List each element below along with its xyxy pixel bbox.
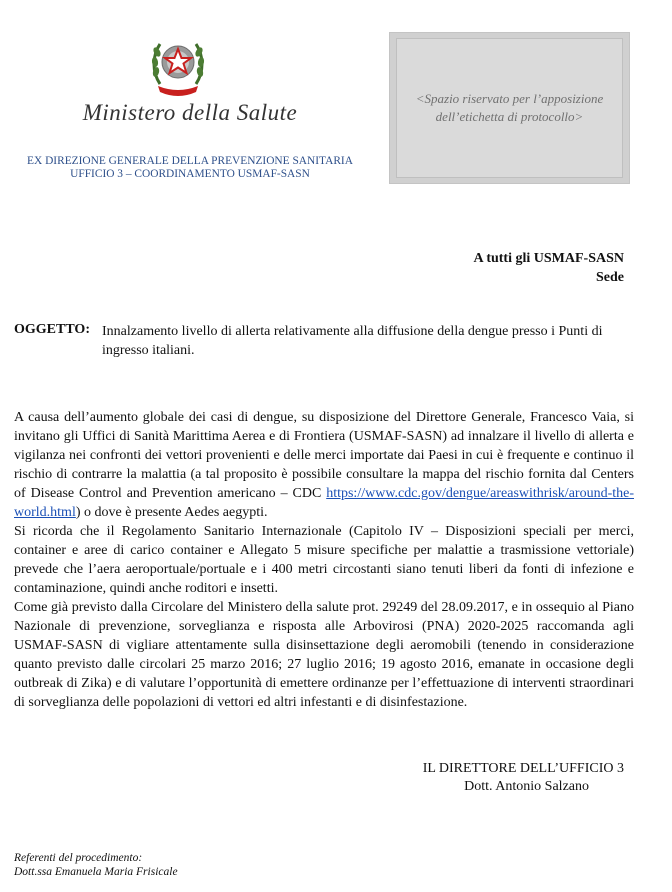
signature-title: IL DIRETTORE DELL’UFFICIO 3 [422, 761, 624, 776]
recipient-line-2: Sede [596, 270, 624, 285]
protocol-placeholder-text: <Spazio riservato per l’apposizione dell’etichetta di protocollo> [415, 91, 604, 124]
body-paragraph-1-end: ) o dove è presente Aedes aegypti. [75, 505, 268, 520]
ministry-name: Ministero della Salute [82, 100, 298, 125]
letter-body [14, 408, 634, 712]
signature-name: Dott. Antonio Salzano [464, 779, 589, 794]
cdc-dengue-map-link[interactable]: https://www.cdc.gov/dengue/areaswithrisk/around-the-world.html [14, 486, 634, 520]
body-paragraph-3: Come già previsto dalla Circolare del Ministero della salute prot. 29249 del 28.09.2017, e in ossequio al Piano Nazionale di prevenzione, sorveglianza e risposta alle Arbovirosi (PNA) 2020-2025 raccomanda agli USMAF-SASN di vigliare attentamente sulla disinsettazione degli aeromobili (tenendo in considerazione quanto previsto dalle circolari 25 marzo 2016; 27 luglio 2016; 19 agosto 2016, emanate in occasione degli outbreak di Zika) e di valutare l’opportunità di emettere ordinanze per l’effettuazione di interventi straordinari di sorveglianza delle popolazioni di vettori ed altri infestanti e di disinfestazione. [14, 600, 634, 710]
referents-label: Referenti del procedimento: [14, 852, 143, 864]
italian-republic-emblem-icon [150, 32, 206, 104]
subject-text: Innalzamento livello di allerta relativamente alla diffusione della dengue presso i Punti di ingresso italiani. [102, 324, 603, 358]
protocol-label-box [389, 32, 630, 184]
subject-label: OGGETTO: [14, 322, 90, 337]
recipient-line-1: A tutti gli USMAF-SASN [473, 251, 624, 266]
department-line-2: UFFICIO 3 – COORDINAMENTO USMAF-SASN [70, 168, 310, 180]
body-paragraph-1 [14, 408, 634, 522]
protocol-label-area [396, 38, 623, 178]
department-line-1: EX DIREZIONE GENERALE DELLA PREVENZIONE SANITARIA [27, 155, 353, 167]
body-paragraph-1-text: A causa dell’aumento globale dei casi di dengue, su disposizione del Direttore Generale, Francesco Vaia, si invitano gli Uffici di Sanità Marittima Aerea e di Frontiera (USMAF-SASN) ad innalzare il livello di allerta e vigilanza nei confronti dei vettori provenienti e delle merci importate dai Paesi in cui è frequente e continuo il rischio di contrarre la malattia (a tal proposito è possibile consultare la mappa del rischio fornita dal Centers of Disease Control and Prevention americano – CDC [14, 410, 634, 501]
referents-name: Dott.ssa Emanuela Maria Frisicale [14, 866, 178, 878]
body-paragraph-2: Si ricorda che il Regolamento Sanitario Internazionale (Capitolo IV – Disposizioni speciali per merci, container e aree di carico container e Allegato 5 misure specifiche per malattie a trasmissione vettoriale) prevede che l’aera aeroportuale/portuale e i 400 metri circostanti siano tenuti liberi da fonti di infezione e contaminazione, quindi anche roditori e insetti. [14, 524, 634, 596]
